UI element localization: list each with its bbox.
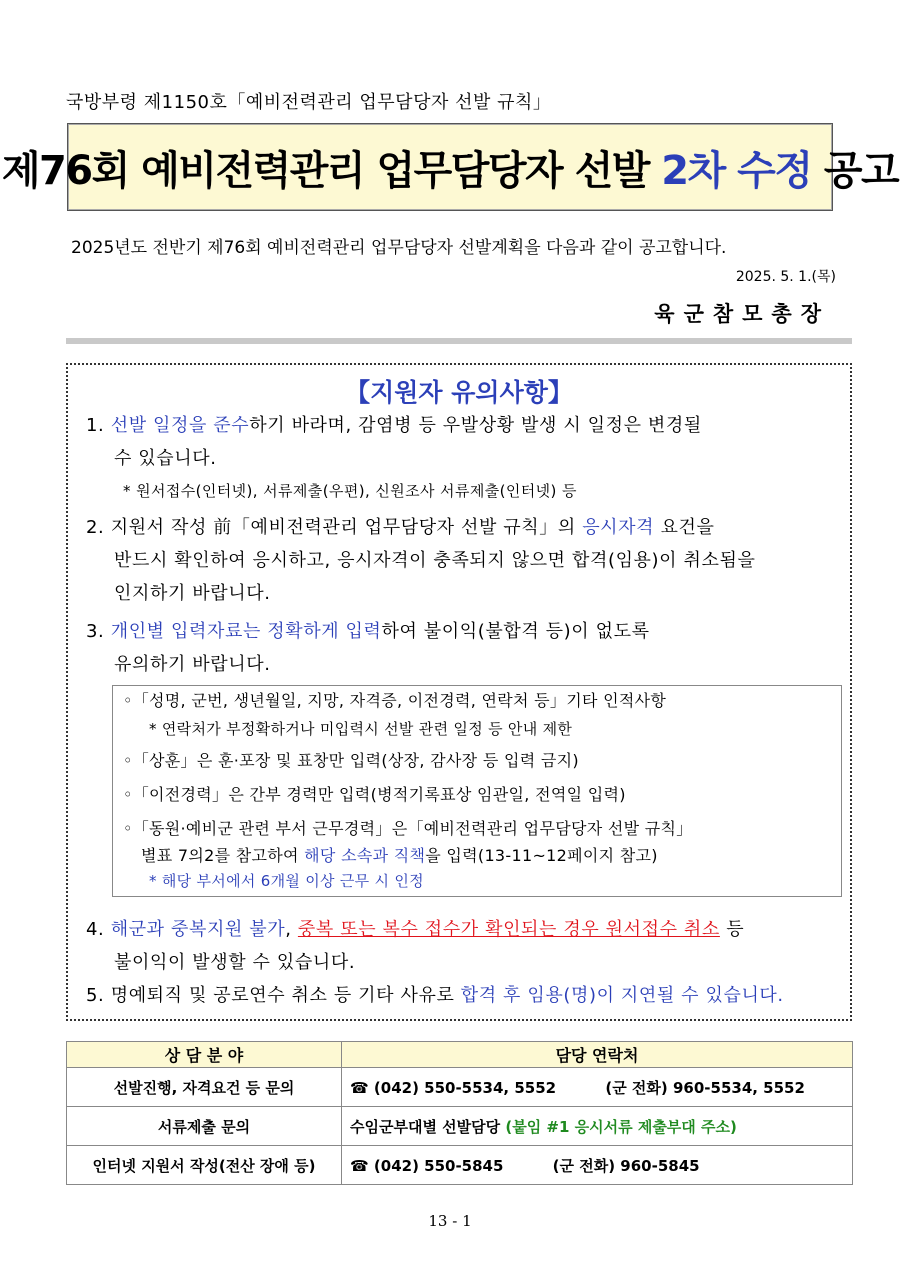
contact-info — [342, 1068, 853, 1107]
table-row — [67, 1107, 853, 1146]
guideline-awards: ◦「상훈」은 훈·포장 및 표창만 입력(상장, 감사장 등 입력 금지) — [123, 751, 579, 770]
guideline-mobilization-line2: 별표 7의2를 참고하여 해당 소속과 직책을 입력(13-11~12페이지 참고) — [141, 846, 658, 865]
notice-item-4: 4. 해군과 중복지원 불가, 중복 또는 복수 접수가 확인되는 경우 원서접수 취소 등 불이익이 발생할 수 있습니다. — [86, 919, 745, 973]
title-highlight: 2차 수정 — [661, 147, 812, 194]
announcement-date: 2025. 5. 1.(목) — [735, 269, 836, 285]
contact-info — [342, 1146, 853, 1185]
title-box — [1, 123, 899, 211]
page-number: 13 - 1 — [428, 1212, 472, 1230]
notice-item-2: 2. 지원서 작성 前「예비전력관리 업무담당자 선발 규칙」의 응시자격 요건을 반드시 확인하여 응시하고, 응시자격이 충족되지 않으면 합격(임용)이 취소됨을 인지하기 바랍니다. — [86, 517, 756, 604]
contact-field: 선발진행, 자격요건 등 문의 — [67, 1068, 342, 1107]
notice-item-3: 3. 개인별 입력자료는 정확하게 입력하여 불이익(불합격 등)이 없도록 유의하기 바랍니다. — [86, 621, 650, 675]
guideline-mobilization: ◦「동원·예비군 관련 부서 근무경력」은「예비전력관리 업무담당자 선발 규칙」 — [123, 819, 693, 838]
contact-field: 서류제출 문의 — [67, 1107, 342, 1146]
guideline-mobilization-note: * 해당 부서에서 6개월 이상 근무 시 인정 — [149, 872, 424, 890]
guideline-contact-note: * 연락처가 부정확하거나 미입력시 선발 관련 일정 등 안내 제한 — [149, 720, 573, 738]
regulation-reference: 국방부령 제1150호「예비전력관리 업무담당자 선발 규칙」 — [66, 92, 552, 113]
contact-field: 인터넷 지원서 작성(전산 장애 등) — [67, 1146, 342, 1185]
notice-section — [66, 363, 852, 1021]
page-title: 제76회 예비전력관리 업무담당자 선발 2차 수정 공고 — [1, 147, 899, 194]
table-row — [67, 1146, 853, 1185]
notice-item-5: 5. 명예퇴직 및 공로연수 취소 등 기타 사유로 합격 후 임용(명)이 지연될 수 있습니다. — [86, 985, 784, 1006]
phone-number: ☎ (042) 550-5845 — [350, 1156, 504, 1175]
military-phone: (군 전화) 960-5534, 5552 — [605, 1078, 805, 1097]
input-guidelines-box — [112, 685, 842, 897]
issuer: 육군참모총장 — [654, 302, 830, 326]
contact-info: 수임군부대별 선발담당 (붙임 #1 응시서류 제출부대 주소) — [342, 1107, 853, 1146]
phone-number: ☎ (042) 550-5534, 5552 — [350, 1078, 557, 1097]
attachment-note: (붙임 #1 응시서류 제출부대 주소) — [505, 1117, 737, 1136]
notice-title: 【지원자 유의사항】 — [345, 378, 573, 407]
notice-item-1-note: * 원서접수(인터넷), 서류제출(우편), 신원조사 서류제출(인터넷) 등 — [123, 482, 577, 500]
intro-text: 2025년도 전반기 제76회 예비전력관리 업무담당자 선발계획을 다음과 같이 공고합니다. — [71, 238, 727, 258]
notice-item-1: 1. 선발 일정을 준수하기 바라며, 감염병 등 우발상황 발생 시 일정은 변경될 수 있습니다. — [86, 415, 702, 469]
contact-table-header — [67, 1042, 853, 1068]
guideline-personal-info: ◦「성명, 군번, 생년월일, 지망, 자격증, 이전경력, 연락처 등」기타 인적사항 — [123, 691, 667, 710]
guideline-career: ◦「이전경력」은 간부 경력만 입력(병적기록표상 임관일, 전역일 입력) — [123, 785, 626, 804]
military-phone: (군 전화) 960-5845 — [552, 1156, 700, 1175]
column-header-field: 상 담 분 야 — [67, 1042, 342, 1068]
contact-table — [66, 1041, 853, 1185]
separator-bar — [66, 338, 852, 344]
table-row — [67, 1068, 853, 1107]
column-header-contact: 담당 연락처 — [342, 1042, 853, 1068]
